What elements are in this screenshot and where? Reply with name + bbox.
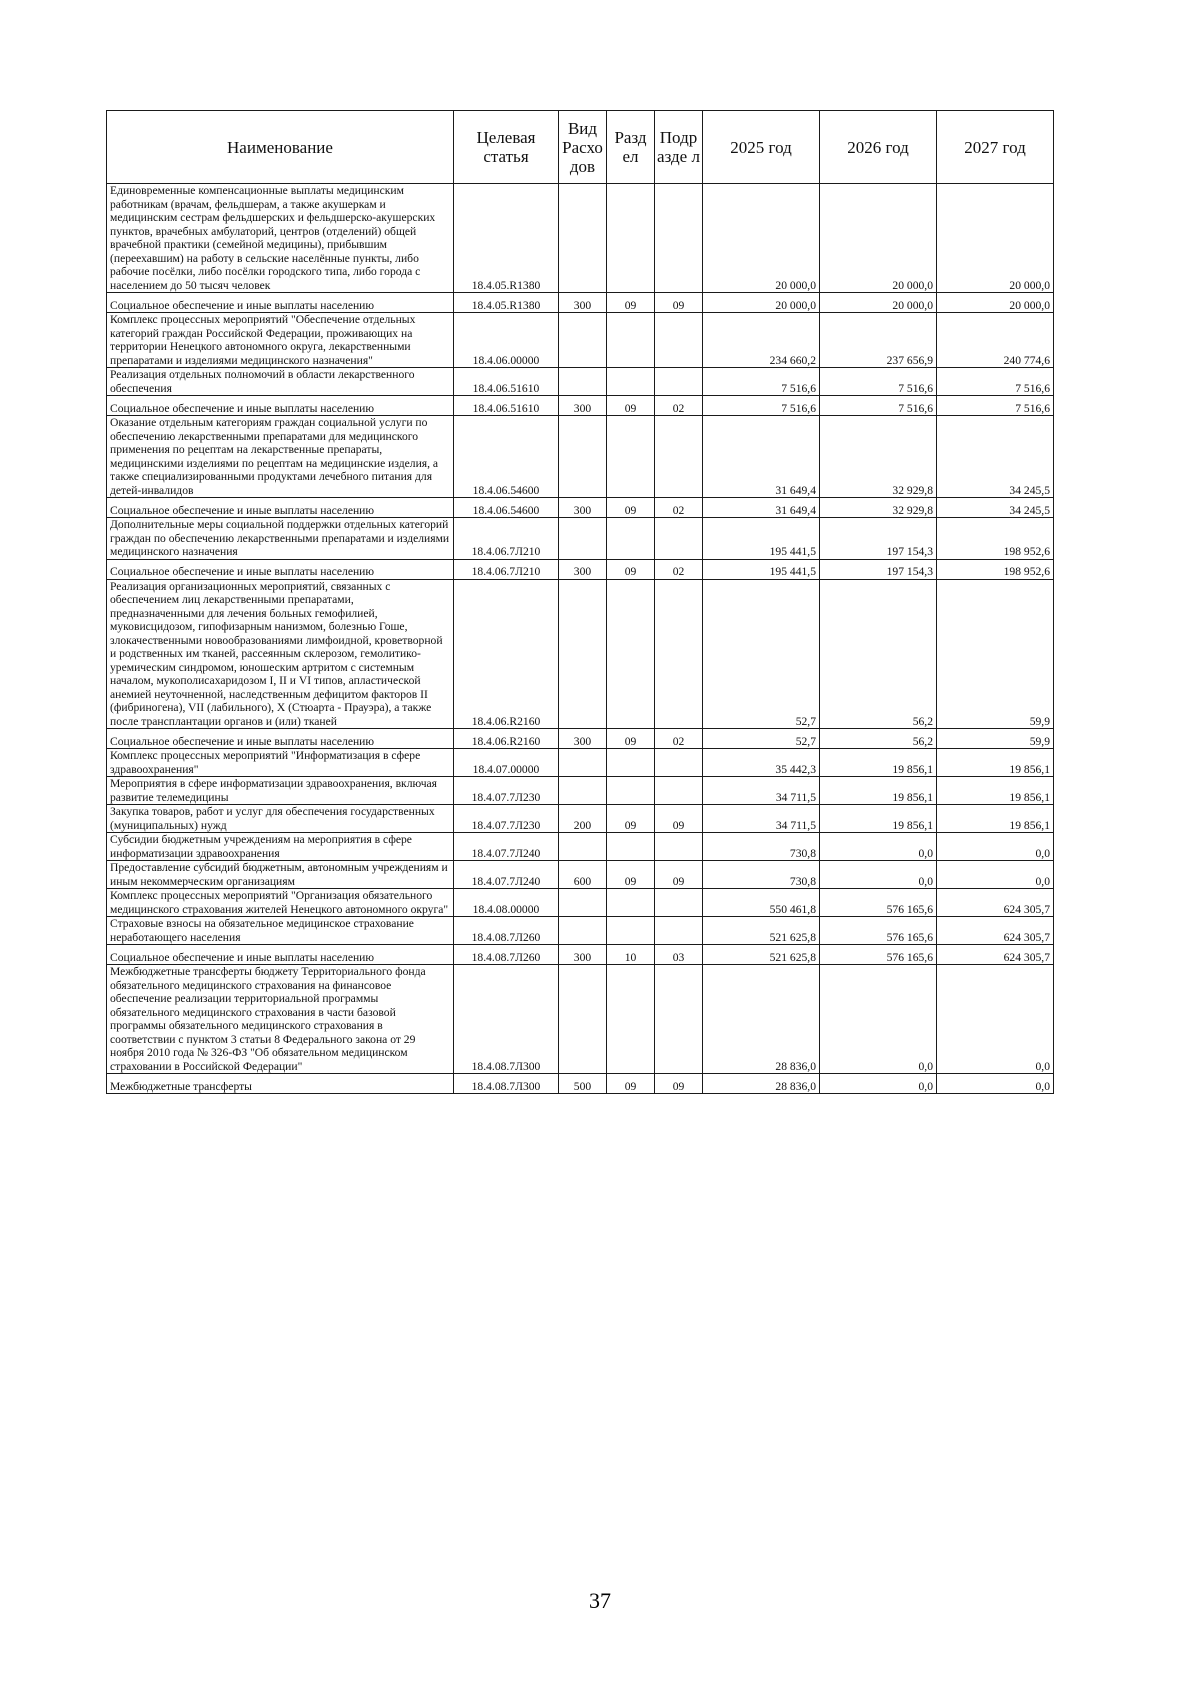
row-target-article: 18.4.06.00000 [454, 313, 559, 368]
row-name: Единовременные компенсационные выплаты медицинским работникам (врачам, фельдшерам, а также акушеркам и медицинским сестрам фельдшерских и фельдшерско-акушерских пунктов, врачебных амбулаторий, центров (отделений) общей врачебной практики (семейной медицины), прибывшим (переехавшим) на работу в сельские населённые пункты, либо рабочие посёлки, либо посёлки городского типа, либо города с населением до 50 тысяч человек [107, 184, 454, 293]
row-value-2027: 20 000,0 [937, 293, 1054, 313]
row-expense-type: 300 [559, 396, 607, 416]
row-value-2027: 59,9 [937, 729, 1054, 749]
row-target-article: 18.4.07.7Л240 [454, 861, 559, 889]
row-section: 09 [607, 861, 655, 889]
row-target-article: 18.4.08.00000 [454, 889, 559, 917]
row-expense-type: 500 [559, 1074, 607, 1094]
row-value-2025: 31 649,4 [703, 416, 820, 498]
row-name: Реализация организационных мероприятий, связанных с обеспечением лиц лекарственными препаратами, предназначенными для лечения больных гемофилией, муковисцидозом, гипофизарным нанизмом, болезнью Гоше, злокачественными новообразованиями лимфоидной, кроветворной и родственных им тканей, рассеянным склерозом, гемолитико-уремическим синдромом, юношеским артритом с системным началом, мукополисахаридозом I, II и VI типов, апластической анемией неуточненной, наследственным дефицитом факторов II (фибриногена), VII (лабильного), X (Стюарта - Прауэра), а также после трансплантации органов и (или) тканей [107, 579, 454, 729]
row-value-2027: 624 305,7 [937, 945, 1054, 965]
row-value-2026: 576 165,6 [820, 889, 937, 917]
row-target-article: 18.4.07.7Л230 [454, 777, 559, 805]
row-target-article: 18.4.06.R2160 [454, 729, 559, 749]
header-year-2025: 2025 год [703, 111, 820, 184]
table-row [107, 396, 1054, 416]
row-value-2026: 56,2 [820, 579, 937, 729]
row-subsection: 09 [655, 861, 703, 889]
row-value-2026: 20 000,0 [820, 184, 937, 293]
row-name: Мероприятия в сфере информатизации здравоохранения, включая развитие телемедицины [107, 777, 454, 805]
row-subsection [655, 889, 703, 917]
row-expense-type [559, 833, 607, 861]
row-value-2025: 35 442,3 [703, 749, 820, 777]
row-subsection [655, 579, 703, 729]
row-value-2025: 7 516,6 [703, 368, 820, 396]
row-target-article: 18.4.06.54600 [454, 416, 559, 498]
row-section: 09 [607, 805, 655, 833]
row-value-2026: 32 929,8 [820, 416, 937, 498]
row-name: Комплекс процессных мероприятий "Информатизация в сфере здравоохранения" [107, 749, 454, 777]
row-subsection: 09 [655, 293, 703, 313]
row-expense-type: 300 [559, 498, 607, 518]
row-value-2027: 7 516,6 [937, 396, 1054, 416]
row-target-article: 18.4.06.7Л210 [454, 518, 559, 560]
row-value-2027: 19 856,1 [937, 749, 1054, 777]
row-section [607, 368, 655, 396]
row-value-2025: 52,7 [703, 729, 820, 749]
header-name: Наименование [107, 111, 454, 184]
row-target-article: 18.4.08.7Л300 [454, 965, 559, 1074]
row-value-2027: 34 245,5 [937, 498, 1054, 518]
row-subsection [655, 313, 703, 368]
row-section [607, 833, 655, 861]
row-subsection [655, 965, 703, 1074]
row-subsection [655, 917, 703, 945]
row-name: Субсидии бюджетным учреждениям на мероприятия в сфере информатизации здравоохранения [107, 833, 454, 861]
row-value-2025: 20 000,0 [703, 293, 820, 313]
row-expense-type [559, 889, 607, 917]
row-subsection [655, 833, 703, 861]
row-expense-type: 300 [559, 559, 607, 579]
row-value-2026: 0,0 [820, 861, 937, 889]
row-name: Реализация отдельных полномочий в области лекарственного обеспечения [107, 368, 454, 396]
row-section [607, 184, 655, 293]
row-value-2025: 20 000,0 [703, 184, 820, 293]
row-expense-type [559, 416, 607, 498]
row-section [607, 889, 655, 917]
row-subsection [655, 416, 703, 498]
row-value-2026: 32 929,8 [820, 498, 937, 518]
row-value-2025: 31 649,4 [703, 498, 820, 518]
header-expense-type: Вид Расхо дов [559, 111, 607, 184]
row-subsection: 02 [655, 559, 703, 579]
row-subsection: 02 [655, 729, 703, 749]
table-row [107, 184, 1054, 293]
row-expense-type [559, 368, 607, 396]
table-row [107, 313, 1054, 368]
row-subsection [655, 749, 703, 777]
row-value-2026: 7 516,6 [820, 368, 937, 396]
row-section [607, 579, 655, 729]
row-expense-type [559, 313, 607, 368]
row-section: 10 [607, 945, 655, 965]
row-section [607, 313, 655, 368]
row-value-2026: 56,2 [820, 729, 937, 749]
row-name: Социальное обеспечение и иные выплаты населению [107, 559, 454, 579]
row-name: Социальное обеспечение и иные выплаты населению [107, 396, 454, 416]
header-subsection: Подр азде л [655, 111, 703, 184]
row-value-2027: 0,0 [937, 833, 1054, 861]
row-value-2027: 34 245,5 [937, 416, 1054, 498]
row-expense-type: 600 [559, 861, 607, 889]
row-value-2026: 576 165,6 [820, 945, 937, 965]
row-section: 09 [607, 729, 655, 749]
row-name: Социальное обеспечение и иные выплаты населению [107, 293, 454, 313]
row-value-2027: 19 856,1 [937, 777, 1054, 805]
header-target-article: Целевая статья [454, 111, 559, 184]
row-expense-type [559, 749, 607, 777]
table-row [107, 1074, 1054, 1094]
row-value-2027: 240 774,6 [937, 313, 1054, 368]
row-value-2027: 0,0 [937, 965, 1054, 1074]
table-row [107, 749, 1054, 777]
row-target-article: 18.4.06.51610 [454, 396, 559, 416]
row-section [607, 749, 655, 777]
table-row [107, 559, 1054, 579]
row-expense-type [559, 777, 607, 805]
row-value-2025: 521 625,8 [703, 917, 820, 945]
row-name: Социальное обеспечение и иные выплаты населению [107, 498, 454, 518]
row-value-2025: 730,8 [703, 861, 820, 889]
row-value-2025: 234 660,2 [703, 313, 820, 368]
row-value-2027: 0,0 [937, 861, 1054, 889]
row-value-2027: 198 952,6 [937, 559, 1054, 579]
row-value-2027: 0,0 [937, 1074, 1054, 1094]
page-number: 37 [589, 1588, 611, 1613]
row-section: 09 [607, 396, 655, 416]
row-expense-type: 200 [559, 805, 607, 833]
table-row [107, 833, 1054, 861]
row-name: Закупка товаров, работ и услуг для обеспечения государственных (муниципальных) нужд [107, 805, 454, 833]
header-year-2027: 2027 год [937, 111, 1054, 184]
row-expense-type: 300 [559, 729, 607, 749]
row-value-2026: 0,0 [820, 1074, 937, 1094]
row-subsection: 02 [655, 498, 703, 518]
table-row [107, 805, 1054, 833]
table-row [107, 293, 1054, 313]
row-section: 09 [607, 498, 655, 518]
header-section: Разд ел [607, 111, 655, 184]
row-name: Социальное обеспечение и иные выплаты населению [107, 945, 454, 965]
row-value-2027: 198 952,6 [937, 518, 1054, 560]
row-target-article: 18.4.06.R2160 [454, 579, 559, 729]
row-name: Межбюджетные трансферты бюджету Территориального фонда обязательного медицинского страхования на финансовое обеспечение реализации территориальной программы обязательного медицинского страхования в части базовой программы обязательного медицинского страхования в соответствии с пунктом 3 статьи 8 Федерального закона от 29 ноября 2010 года № 326-ФЗ "Об обязательном медицинском страховании в Российской Федерации" [107, 965, 454, 1074]
row-value-2027: 624 305,7 [937, 917, 1054, 945]
table-row [107, 579, 1054, 729]
row-value-2026: 0,0 [820, 965, 937, 1074]
row-target-article: 18.4.08.7Л300 [454, 1074, 559, 1094]
table-row [107, 965, 1054, 1074]
row-subsection [655, 368, 703, 396]
row-value-2025: 7 516,6 [703, 396, 820, 416]
row-name: Межбюджетные трансферты [107, 1074, 454, 1094]
row-value-2027: 7 516,6 [937, 368, 1054, 396]
table-row [107, 917, 1054, 945]
row-section [607, 777, 655, 805]
table-header-row [107, 111, 1054, 184]
row-subsection [655, 184, 703, 293]
row-expense-type: 300 [559, 945, 607, 965]
row-name: Комплекс процессных мероприятий "Организация обязательного медицинского страхования жителей Ненецкого автономного округа" [107, 889, 454, 917]
row-target-article: 18.4.06.51610 [454, 368, 559, 396]
row-section: 09 [607, 559, 655, 579]
row-subsection: 09 [655, 805, 703, 833]
row-expense-type [559, 579, 607, 729]
row-expense-type [559, 965, 607, 1074]
row-target-article: 18.4.07.7Л240 [454, 833, 559, 861]
row-value-2026: 197 154,3 [820, 559, 937, 579]
row-value-2026: 7 516,6 [820, 396, 937, 416]
header-year-2026: 2026 год [820, 111, 937, 184]
row-target-article: 18.4.06.7Л210 [454, 559, 559, 579]
row-value-2027: 19 856,1 [937, 805, 1054, 833]
table-row [107, 729, 1054, 749]
row-target-article: 18.4.05.R1380 [454, 184, 559, 293]
row-value-2026: 0,0 [820, 833, 937, 861]
row-value-2026: 19 856,1 [820, 805, 937, 833]
row-name: Социальное обеспечение и иные выплаты населению [107, 729, 454, 749]
table-row [107, 945, 1054, 965]
row-value-2026: 576 165,6 [820, 917, 937, 945]
table-row [107, 889, 1054, 917]
row-section [607, 917, 655, 945]
row-value-2025: 52,7 [703, 579, 820, 729]
row-expense-type [559, 518, 607, 560]
row-name: Страховые взносы на обязательное медицинское страхование неработающего населения [107, 917, 454, 945]
row-target-article: 18.4.06.54600 [454, 498, 559, 518]
row-subsection: 09 [655, 1074, 703, 1094]
row-value-2026: 20 000,0 [820, 293, 937, 313]
row-name: Дополнительные меры социальной поддержки отдельных категорий граждан по обеспечению лекарственными препаратами и изделиями медицинского назначения [107, 518, 454, 560]
row-name: Предоставление субсидий бюджетным, автономным учреждениям и иным некоммерческим организациям [107, 861, 454, 889]
row-value-2027: 20 000,0 [937, 184, 1054, 293]
row-expense-type [559, 184, 607, 293]
table-row [107, 861, 1054, 889]
row-value-2026: 19 856,1 [820, 749, 937, 777]
row-expense-type: 300 [559, 293, 607, 313]
row-value-2025: 28 836,0 [703, 1074, 820, 1094]
row-value-2025: 550 461,8 [703, 889, 820, 917]
row-value-2026: 19 856,1 [820, 777, 937, 805]
row-target-article: 18.4.07.7Л230 [454, 805, 559, 833]
table-row [107, 518, 1054, 560]
row-value-2027: 624 305,7 [937, 889, 1054, 917]
row-subsection [655, 518, 703, 560]
row-target-article: 18.4.08.7Л260 [454, 917, 559, 945]
row-name: Оказание отдельным категориям граждан социальной услуги по обеспечению лекарственными препаратами для медицинского применения по рецептам на лекарственные препараты, медицинскими изделиями по рецептам на медицинские изделия, а также специализированными продуктами лечебного питания для детей-инвалидов [107, 416, 454, 498]
table-row [107, 416, 1054, 498]
row-section: 09 [607, 1074, 655, 1094]
row-subsection: 03 [655, 945, 703, 965]
budget-table [106, 110, 1054, 1094]
table-row [107, 498, 1054, 518]
row-section: 09 [607, 293, 655, 313]
row-subsection: 02 [655, 396, 703, 416]
row-value-2025: 195 441,5 [703, 518, 820, 560]
row-value-2026: 237 656,9 [820, 313, 937, 368]
row-expense-type [559, 917, 607, 945]
row-value-2025: 34 711,5 [703, 805, 820, 833]
row-subsection [655, 777, 703, 805]
row-section [607, 518, 655, 560]
row-target-article: 18.4.08.7Л260 [454, 945, 559, 965]
row-section [607, 965, 655, 1074]
row-section [607, 416, 655, 498]
row-name: Комплекс процессных мероприятий "Обеспечение отдельных категорий граждан Российской Федерации, проживающих на территории Ненецкого автономного округа, лекарственными препаратами и изделиями медицинского назначения" [107, 313, 454, 368]
row-value-2025: 28 836,0 [703, 965, 820, 1074]
row-value-2025: 730,8 [703, 833, 820, 861]
row-value-2027: 59,9 [937, 579, 1054, 729]
row-value-2025: 195 441,5 [703, 559, 820, 579]
row-value-2025: 34 711,5 [703, 777, 820, 805]
row-target-article: 18.4.07.00000 [454, 749, 559, 777]
row-target-article: 18.4.05.R1380 [454, 293, 559, 313]
row-value-2026: 197 154,3 [820, 518, 937, 560]
table-row [107, 777, 1054, 805]
row-value-2025: 521 625,8 [703, 945, 820, 965]
table-row [107, 368, 1054, 396]
